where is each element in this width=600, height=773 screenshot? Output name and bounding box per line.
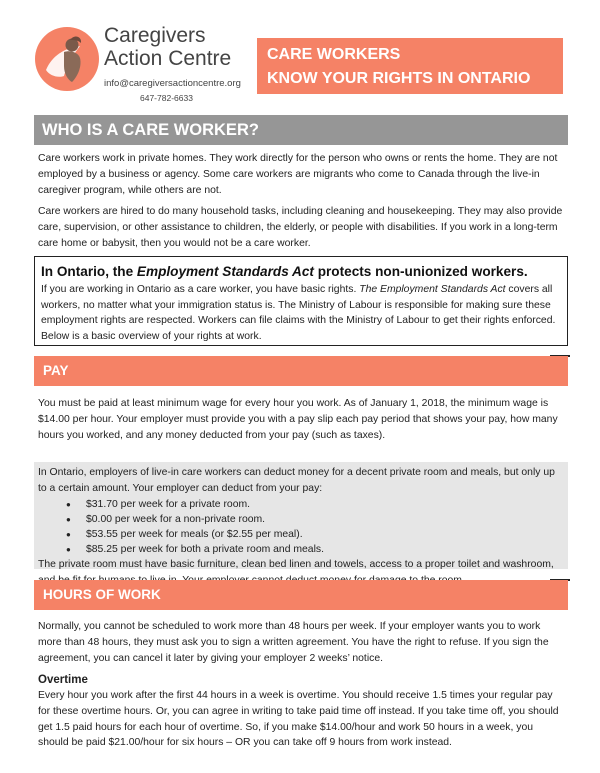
deductions-list	[38, 497, 564, 557]
ontario-body	[41, 282, 561, 344]
deduction-item: ● $85.25 per week for both a private room and meals.	[66, 542, 564, 557]
hours-paragraph: Normally, you cannot be scheduled to work more than 48 hours per week. If your employer wants you to work more than 48 hours, they must ask you to sign a written agreement. You have the right to refuse. If you sign the agreement, you can cancel it later by giving your employer 2 weeks’ notice.	[38, 621, 549, 664]
deductions-intro: In Ontario, employers of live-in care workers can deduct money for a decent private room and meals, but only up to a certain amount. Your employer can deduct from your pay:	[38, 467, 555, 494]
title-line1: CARE WORKERS	[267, 46, 401, 63]
who-paragraph-1: Care workers work in private homes. They work directly for the person who owns or rents the home. They are not employed by a business or agency. Some care workers are migrants who come to Canada through the live-in caregiver program, while others are not.	[38, 153, 558, 196]
overtime-heading: Overtime	[38, 674, 88, 686]
org-email[interactable]: info@caregiversactioncentre.org	[104, 78, 241, 89]
org-phone: 647-782-6633	[140, 93, 193, 103]
title-line2: KNOW YOUR RIGHTS IN ONTARIO	[267, 70, 531, 87]
who-paragraph-2: Care workers are hired to do many household tasks, including cleaning and housekeeping. They may also provide care, supervision, or other assistance to children, the elderly, or people with disabilities. If you work in a long-term care home or babysit, then you would not be a care worker.	[38, 206, 563, 249]
ontario-body-pre: If you are working in Ontario as a care worker, you have basic rights.	[41, 284, 360, 295]
ontario-heading-pre: In Ontario, the	[41, 264, 137, 279]
who-heading: WHO IS A CARE WORKER?	[34, 115, 568, 145]
deduction-item: ● $53.55 per week for meals (or $2.55 per meal).	[66, 527, 564, 542]
pay-heading: PAY	[34, 356, 568, 386]
deduction-item: ● $0.00 per week for a non-private room.	[66, 512, 564, 527]
deductions-box	[34, 462, 568, 569]
ontario-box	[34, 256, 568, 346]
ontario-body-post: covers all workers, no matter what your immigration status is. The Ministry of Labour is responsible for making sure these employment rights are respected. Workers can file claims with the Ministry of Labour to get their rights enforced. Below is a basic overview of your rights at work.	[41, 284, 556, 342]
title-box	[257, 38, 563, 94]
org-name	[104, 24, 231, 70]
page-header	[0, 0, 600, 110]
caregivers-logo-icon	[34, 26, 100, 92]
org-name-line1: Caregivers	[104, 24, 206, 47]
ontario-body-act: The Employment Standards Act	[359, 284, 506, 295]
org-name-line2: Action Centre	[104, 47, 232, 70]
pay-paragraph: You must be paid at least minimum wage for every hour you work. As of January 1, 2018, the minimum wage is $14.00 per hour. Your employer must provide you with a pay slip each pay period that shows your pay, how many hours you worked, and any money deducted from your pay (such as taxes).	[38, 398, 558, 441]
hours-heading: HOURS OF WORK	[34, 580, 568, 610]
deductions-outro: The private room must have basic furniture, clean bed linen and towels, access to a proper toilet and washroom,	[38, 558, 554, 570]
ontario-heading-post: protects non-unionized workers.	[313, 264, 528, 279]
deduction-item: ● $31.70 per week for a private room.	[66, 497, 564, 512]
ontario-heading	[41, 262, 561, 282]
ontario-heading-act: Employment Standards Act	[136, 264, 314, 279]
overtime-paragraph: Every hour you work after the first 44 hours in a week is overtime. You should receive 1.5 times your regular pay for these overtime hours. Or, you can agree in writing to take paid time off instead. If you take time off, you should get 1.5 paid hours for each hour of overtime. So, if you make $14.00/hour and work 50 hours in a week, you should be paid $21.00/hour for six hours – OR you can take off 9 hours from work instead.	[38, 690, 559, 749]
